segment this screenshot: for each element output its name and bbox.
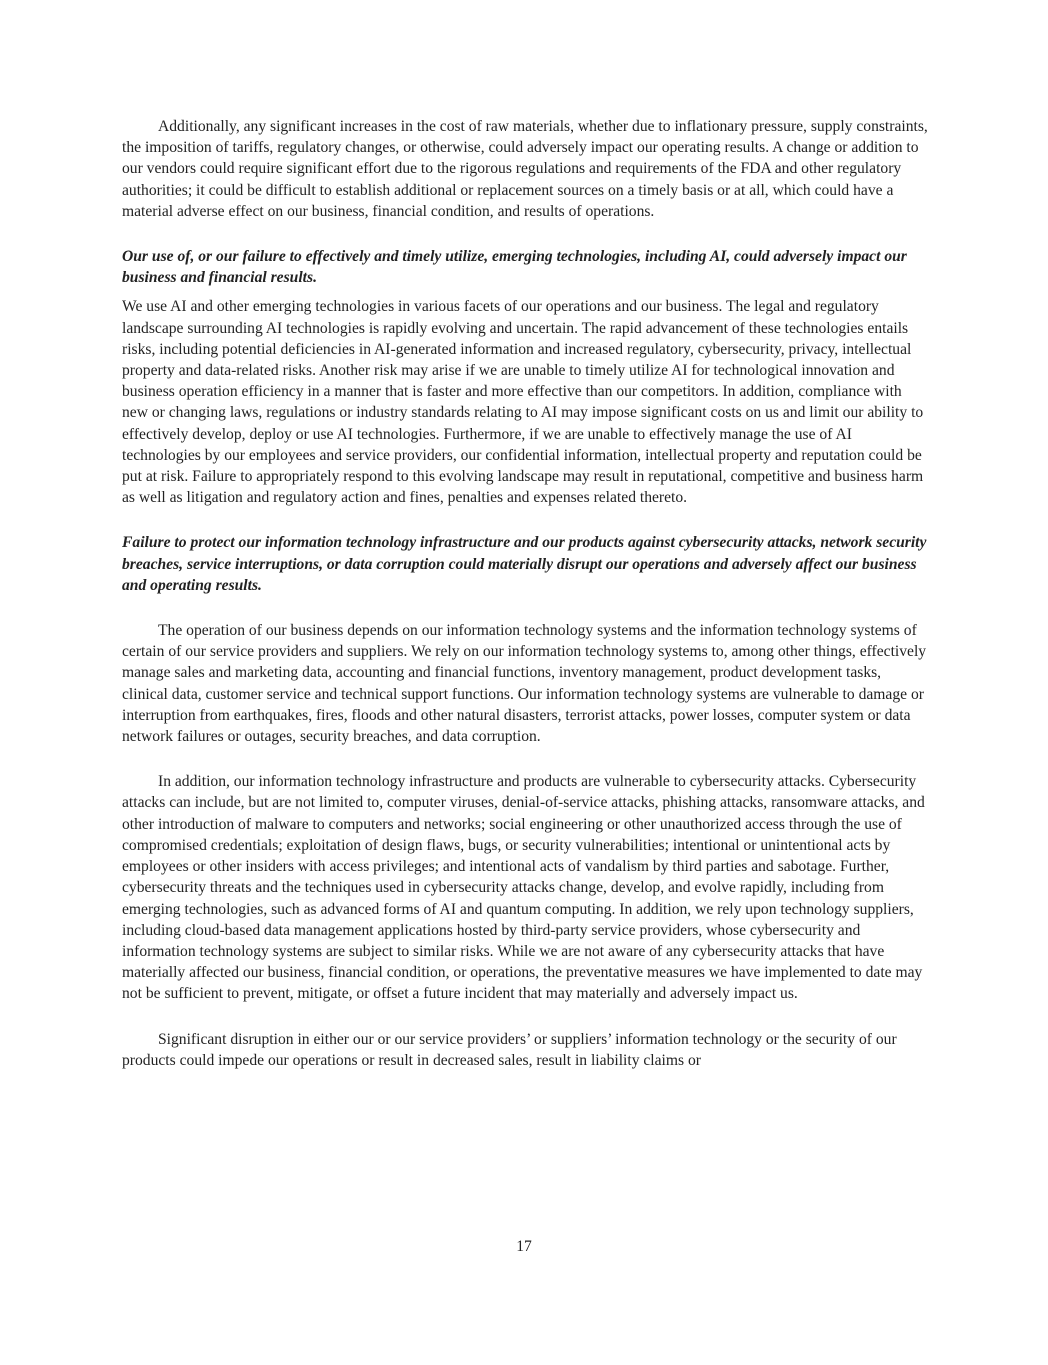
paragraph-significant-disruption: Significant disruption in either our or our service providers’ or suppliers’ information technology or the security of our products could impede our operations or result in decreased sales, result in liability claims or [122, 1030, 897, 1069]
heading-cybersecurity: Failure to protect our information technology infrastructure and our products against cybersecurity attacks, network security breaches, service interruptions, or data corruption could materially disrupt our operations and adversely affect our business and operating results. [122, 534, 927, 594]
paragraph-cybersecurity-attacks: In addition, our information technology infrastructure and products are vulnerable to cybersecurity attacks. Cybersecurity attacks can include, but are not limited to, computer viruses, denial-of-service attacks, phishing attacks, ransomware attacks, and other introduction of malware to computers and networks; social engineering or other unauthorized access through the use of compromised credentials; exploitation of design flaws, bugs, or security vulnerabilities; intentional or unintentional acts by employees or other insiders with access privileges; and intentional acts of vandalism by third parties and sabotage. Further, cybersecurity threats and the techniques used in cybersecurity attacks change, develop, and evolve rapidly, including from emerging technologies, such as advanced forms of AI and quantum computing. In addition, we rely upon technology suppliers, including cloud-based data management applications hosted by third-party service providers, whose cybersecurity and information technology systems are subject to similar risks. While we are not aware of any cybersecurity attacks that have materially affected our business, financial condition, or operations, the preventative measures we have implemented to date may not be sufficient to prevent, mitigate, or offset a future incident that may materially and adversely impact us. [122, 773, 925, 1003]
paragraph-ai-risks: We use AI and other emerging technologies in various facets of our operations and our business. The legal and regulatory landscape surrounding AI technologies is rapidly evolving and uncertain. The rapid advancement of these technologies entails risks, including potential deficiencies in AI-generated information and increased regulatory, cybersecurity, privacy, intellectual property and data-related risks. Another risk may arise if we are unable to timely utilize AI for technological innovation and business operation efficiency in a manner that is faster and more effective than our competitors. In addition, compliance with new or changing laws, regulations or industry standards relating to AI may impose significant costs on us and limit our ability to effectively develop, deploy or use AI technologies. Furthermore, if we are unable to effectively manage the use of AI technologies by our employees and service providers, our confidential information, intellectual property and reputation could be put at risk. Failure to appropriately respond to this evolving landscape may result in reputational, competitive and business harm as well as litigation and regulatory action and fines, penalties and expenses related thereto. [122, 298, 924, 507]
page-number: 17 [516, 1238, 532, 1255]
heading-emerging-technologies: Our use of, or our failure to effectively and timely utilize, emerging technologies, including AI, could adversely impact our business and financial results. [122, 248, 907, 287]
paragraph-raw-materials: Additionally, any significant increases in the cost of raw materials, whether due to inflationary pressure, supply constraints, the imposition of tariffs, regulatory changes, or otherwise, could adversely impact our operating results. A change or addition to our vendors could require significant effort due to the rigorous regulations and requirements of the FDA and other regulatory authorities; it could be difficult to establish additional or replacement sources on a timely basis or at all, which could have a material adverse effect on our business, financial condition, and results of operations. [122, 118, 928, 220]
paragraph-it-systems: The operation of our business depends on our information technology systems and the information technology systems of certain of our service providers and suppliers. We rely on our information technology systems to, among other things, effectively manage sales and marketing data, accounting and financial functions, inventory management, product development tasks, clinical data, customer service and technical support functions. Our information technology systems are vulnerable to damage or interruption from earthquakes, fires, floods and other natural disasters, terrorist attacks, power losses, computer system or data network failures or outages, security breaches, and data corruption. [122, 622, 927, 746]
document-page [122, 116, 928, 1071]
